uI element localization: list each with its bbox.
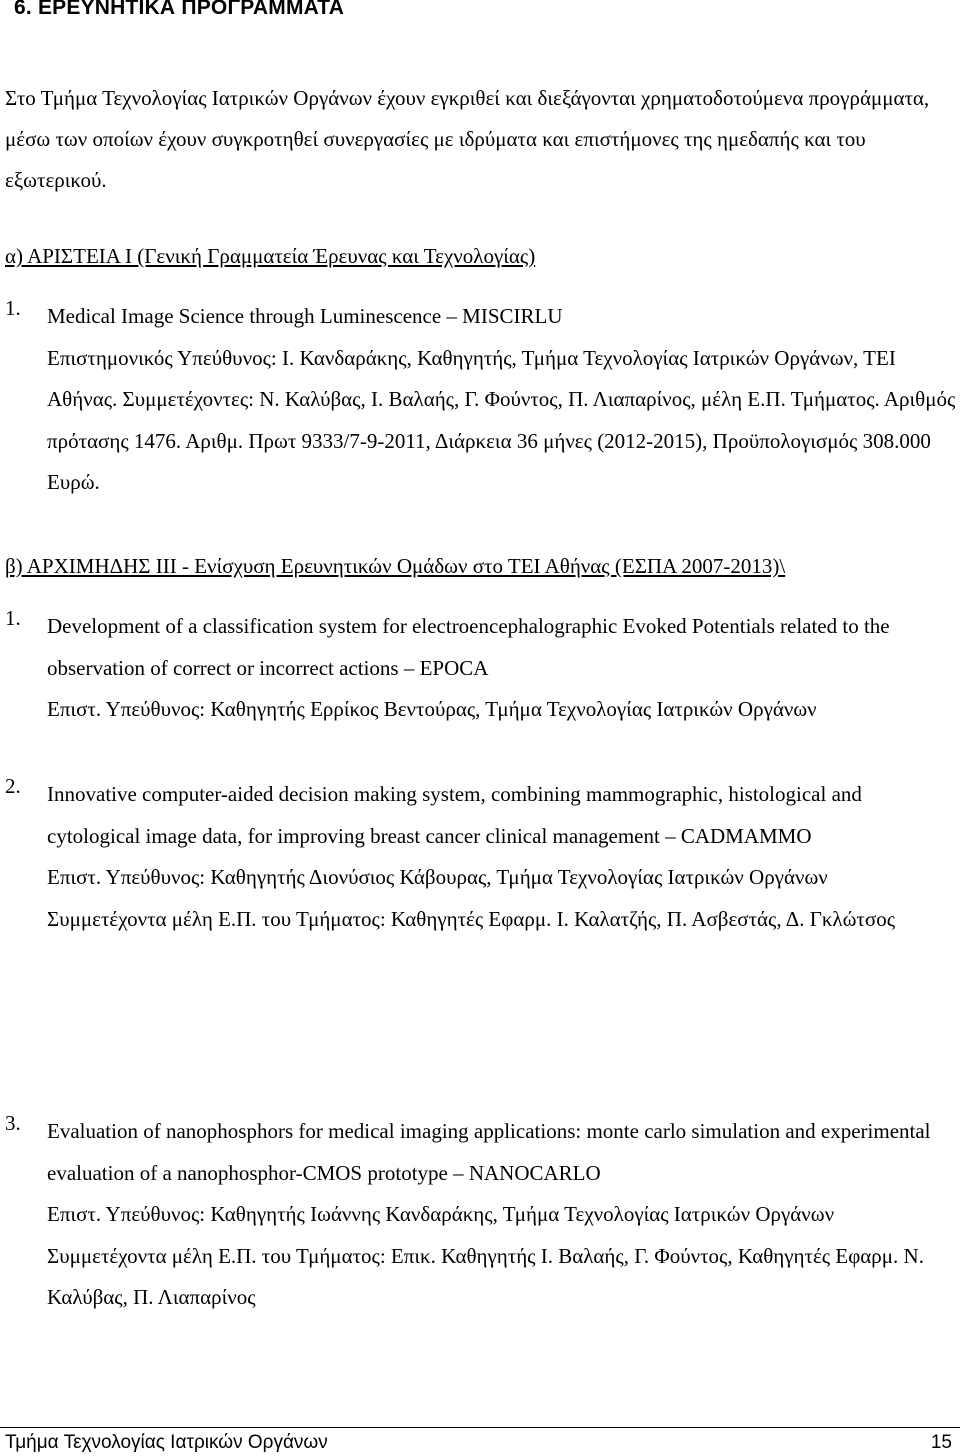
program-number: 2. [5, 774, 21, 798]
program-number: 1. [5, 296, 21, 320]
section-a-title: α) ΑΡΙΣΤΕΙΑ Ι (Γενική Γραμματεία Έρευνας και Τεχνολογίας) [5, 244, 536, 268]
program-number: 1. [5, 606, 21, 630]
program-responsible: Επιστ. Υπεύθυνος: Καθηγητής Ερρίκος Βεντούρας, Τμήμα Τεχνολογίας Ιατρικών Οργάνων [47, 697, 817, 721]
program-title: Evaluation of nanophosphors for medical imaging applications: monte carlo simulation and experimental evaluation of a nanophosphor-CMOS prototype – NANOCARLO [47, 1119, 931, 1185]
page-number: 15 [930, 1432, 952, 1453]
program-title: Innovative computer-aided decision making system, combining mammographic, histological and cytological image data, for improving breast cancer clinical management – CADMAMMO [47, 782, 862, 848]
program-title: Medical Image Science through Luminescence – MISCIRLU [47, 304, 563, 328]
program-responsible: Επιστ. Υπεύθυνος: Καθηγητής Ιωάννης Κανδαράκης, Τμήμα Τεχνολογίας Ιατρικών Οργάνων [47, 1202, 835, 1226]
program-responsible: Επιστ. Υπεύθυνος: Καθηγητής Διονύσιος Κάβουρας, Τμήμα Τεχνολογίας Ιατρικών Οργάνων [47, 865, 828, 889]
section-heading: 6. ΕΡΕΥΝΗΤΙΚΑ ΠΡΟΓΡΑΜΜΑΤΑ [14, 0, 345, 19]
footer-department: Τμήμα Τεχνολογίας Ιατρικών Οργάνων [5, 1432, 328, 1453]
program-title: Development of a classification system for electroencephalographic Evoked Potentials related to the observation of correct or incorrect actions – EPOCA [47, 614, 890, 680]
program-members: Συμμετέχοντα μέλη Ε.Π. του Τμήματος: Καθηγητές Εφαρμ. Ι. Καλατζής, Π. Ασβεστάς, Δ. Γκλώτσος [47, 906, 896, 931]
section-b-title: β) ΑΡΧΙΜΗΔΗΣ ΙΙΙ - Ενίσχυση Ερευνητικών Ομάδων στο ΤΕΙ Αθήνας (ΕΣΠΑ 2007-2013)\ [5, 554, 786, 578]
program-number: 3. [5, 1111, 21, 1135]
footer-divider [0, 1427, 960, 1428]
intro-paragraph: Στο Τμήμα Τεχνολογίας Ιατρικών Οργάνων έχουν εγκριθεί και διεξάγονται χρηματοδοτούμενα προγράμματα, μέσω των οποίων έχουν συγκροτηθεί συνεργασίες με ιδρύματα και επιστήμονες της ημεδαπής και του εξωτερικού. [5, 86, 930, 192]
program-members: Συμμετέχοντα μέλη Ε.Π. του Τμήματος: Επικ. Καθηγητής Ι. Βαλαής, Γ. Φούντος, Καθηγητές Εφαρμ. Ν. Καλύβας, Π. Λιαπαρίνος [47, 1243, 924, 1309]
program-details: Επιστημονικός Υπεύθυνος: Ι. Κανδαράκης, Καθηγητής, Τμήμα Τεχνολογίας Ιατρικών Οργάνων, ΤΕΙ Αθήνας. Συμμετέχοντες: Ν. Καλύβας, Ι. Βαλαής, Γ. Φούντος, Π. Λιαπαρίνος, μέλη Ε.Π. Τμήματος. Αριθμός πρότασης 1476. Αριθμ. Πρωτ 9333/7-9-2011, Διάρκεια 36 μήνες (2012-2015), Προϋπολογισμός 308.000 Ευρώ. [47, 345, 956, 494]
